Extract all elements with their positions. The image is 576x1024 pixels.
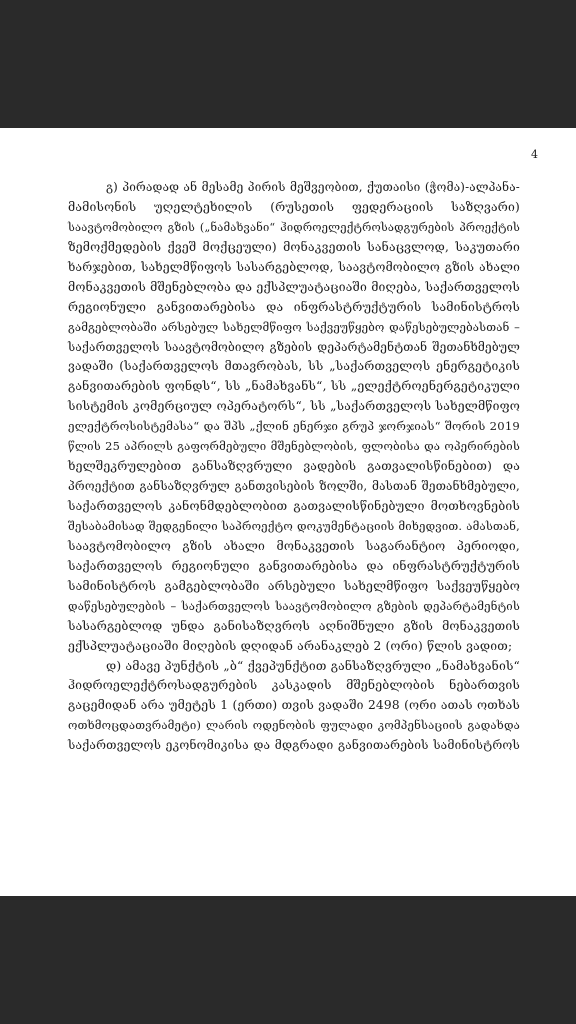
text-line: განვითარების ფონდს“, სს „ნამახვანს“, სს „ელექტროენერგეტიკული (68, 379, 520, 394)
document-page (0, 128, 576, 896)
text-line: საქართველოს საავტომობილო გზების დეპარტამენტთან შეთანხმებულ (68, 339, 520, 354)
text-line: დ) ამავე პუნქტის „ბ“ ქვეპუნქტით განსაზღვრული „ნამახვანის“ (106, 658, 520, 673)
text-line: სამინისტროს გამგებლობაში არსებული სახელმწიფო საქვეუწყებო (68, 578, 520, 593)
text-line: გამგებლობაში არსებულ სახელმწიფო საქვეუწყებო დაწესებულებასთან – (68, 319, 520, 334)
text-line: სისტემის კომერციულ ოპერატორს“, სს „საქართველოს სახელმწიფო (68, 399, 520, 414)
text-line: წლის 25 აპრილს გაფორმებული მშენებლობის, ფლობისა და ოპერირების (68, 439, 520, 454)
text-line: რეგიონული განვითარებისა და ინფრასტრუქტურის სამინისტროს (68, 299, 520, 314)
text-line: საავტომობილო გზის („ნამახვანი“ ჰიდროელექტროსადგურების პროექტის (68, 220, 520, 234)
text-line: საქართველოს კანონმდებლობით გათვალისწინებული მოთხოვნების (68, 499, 520, 513)
text-line: ვადაში (საქართველოს მთავრობას, სს „საქართველოს ენერგეტიკის (68, 359, 520, 374)
text-line: დაწესებულების – საქართველოს საავტომობილო გზების დეპარტამენტის (68, 598, 520, 613)
text-line: ოთხმოცდათვრამეტი) ლარის ოდენობის ფულადი კომპენსაციის გადახდა (68, 718, 520, 733)
text-line: საქართველოს რეგიონული განვითარებისა და ინფრასტრუქტურის (68, 558, 520, 573)
text-line: ექსპლუატაციაში მიღების დღიდან არანაკლებ 2 (ორი) წლის ვადით; (68, 638, 513, 653)
top-dark-bar (0, 0, 576, 128)
text-line: ხელშეკრულებით განსაზღვრული ვადების გათვალისწინებით) და (68, 459, 520, 474)
text-line: მონაკვეთის მშენებლობა და ექსპლუატაციაში მიღება, საქართველოს (68, 279, 520, 294)
document-body (68, 178, 520, 756)
text-line: ჰიდროელექტროსადგურების კასკადის მშენებლობის ნებართვის (68, 678, 520, 693)
text-line: ხარჯებით, სახელმწიფოს სასარგებლოდ, საავტომობილო გზის ახალი (68, 259, 520, 274)
text-line: მამისონის უღელტეხილის (რუსეთის ფედერაციის საზღვარი) (68, 199, 520, 214)
page-number: 4 (531, 148, 538, 161)
text-line: გ) პირადად ან მესამე პირის მეშვეობით, ქუთაისი (ჭომა)-ალპანა- (106, 180, 520, 194)
text-line: საავტომობილო გზის ახალი მონაკვეთის საგარანტიო პერიოდი, (68, 538, 520, 553)
text-line: შესაბამისად შედგენილი საპროექტო დოკუმენტაციის მიხედვით. ამასთან, (68, 518, 520, 533)
text-line: გაცემიდან არა უმეტეს 1 (ერთი) თვის ვადაში 2498 (ორი ათას ოთხას (68, 698, 520, 713)
text-line: საქართველოს ეკონომიკისა და მდგრადი განვითარების სამინისტროს (68, 738, 520, 753)
text-line: სასარგებლოდ უნდა განისაზღვროს აღნიშნული გზის მონაკვეთის (68, 618, 520, 633)
text-line: ზემოქმედების ქვეშ მოქცეული) მონაკვეთის სანაცვლოდ, საკუთარი (68, 239, 520, 254)
text-line: პროექტით განსაზღვრულ განთვისების ზოლში, მასთან შეთანხმებული, (68, 479, 520, 494)
bottom-dark-bar (0, 896, 576, 1024)
text-line: ელექტროსისტემასა“ და შპს „ქლინ ენერჯი გრუპ ჯორჯიას“ შორის 2019 (68, 419, 520, 434)
